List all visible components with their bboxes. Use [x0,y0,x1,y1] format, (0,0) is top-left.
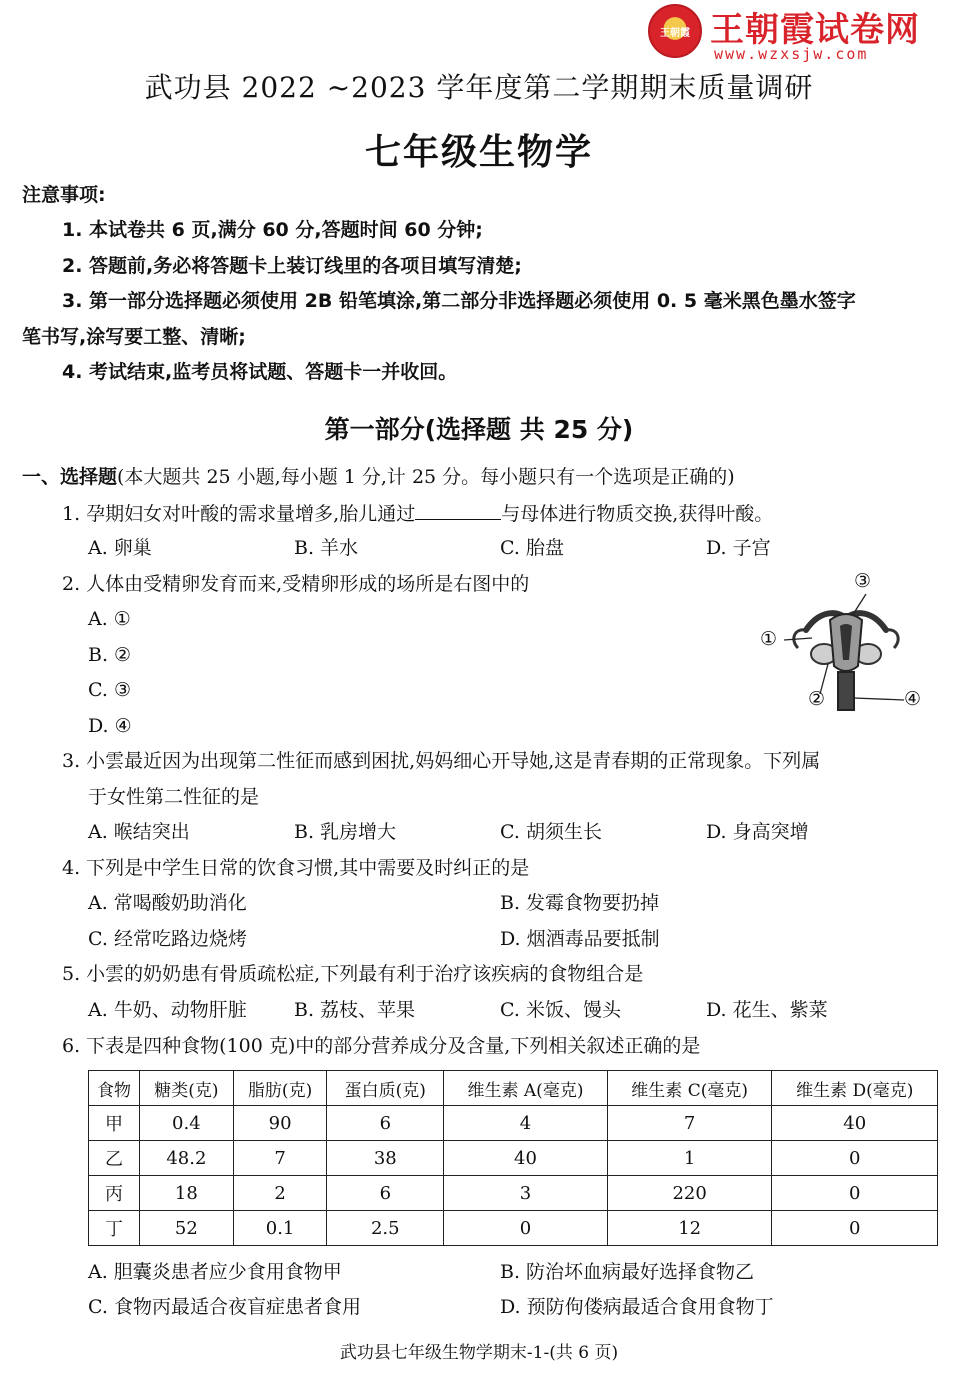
section-heading [22,465,735,489]
q2-option-b: B. ② [88,644,132,666]
q1-option-c: C. 胎盘 [500,537,564,559]
figure-label-4: ④ [904,688,922,710]
q1-stem-after: 与母体进行物质交换,获得叶酸。 [501,503,774,525]
q6-option-b: B. 防治坏血病最好选择食物乙 [500,1261,755,1283]
q1-option-a: A. 卵巢 [88,537,152,559]
table-row [89,1211,938,1246]
table-cell: 甲 [89,1106,140,1141]
notes-item: 笔书写,涂写要工整、清晰; [22,326,246,348]
table-cell: 40 [444,1141,608,1176]
question-4-stem: 4. 下列是中学生日常的饮食习惯,其中需要及时纠正的是 [62,857,530,879]
q4-option-c: C. 经常吃路边烧烤 [88,928,247,950]
figure-label-1: ① [760,628,778,650]
table-row [89,1141,938,1176]
logo-seal-text: 王朝霞 [660,28,690,39]
table-header-cell: 维生素 A(毫克) [444,1071,608,1106]
q3-option-b: B. 乳房增大 [294,821,397,843]
q1-stem-before: 1. 孕期妇女对叶酸的需求量增多,胎儿通过 [62,503,416,525]
table-cell: 6 [327,1106,444,1141]
q6-option-c: C. 食物丙最适合夜盲症患者食用 [88,1296,361,1318]
question-5-stem: 5. 小雲的奶奶患有骨质疏松症,下列最有利于治疗该疾病的食物组合是 [62,963,644,985]
logo-name: 王朝霞试卷网 [710,10,920,50]
exam-header-title: 武功县 2022 ~2023 学年度第二学期期末质量调研 [144,71,814,104]
q3-option-a: A. 喉结突出 [88,821,190,843]
section-label: 一、选择题 [22,466,118,488]
table-cell: 2 [233,1176,327,1211]
q6-option-d: D. 预防佝偻病最适合食用食物丁 [500,1296,774,1318]
notes-item: 1. 本试卷共 6 页,满分 60 分,答题时间 60 分钟; [62,219,483,241]
table-cell: 2.5 [327,1211,444,1246]
table-cell: 6 [327,1176,444,1211]
q2-option-a: A. ① [88,608,131,630]
question-1-stem [62,501,773,526]
table-cell: 12 [607,1211,772,1246]
table-cell: 0 [444,1211,608,1246]
q2-option-d: D. ④ [88,715,132,737]
table-cell: 38 [327,1141,444,1176]
question-3-stem-cont: 于女性第二性征的是 [88,786,260,808]
subject-title: 七年级生物学 [364,132,593,173]
table-cell: 0.1 [233,1211,327,1246]
figure-label-3: ③ [854,570,872,592]
table-row [89,1176,938,1211]
question-6-stem: 6. 下表是四种食物(100 克)中的部分营养成分及含量,下列相关叙述正确的是 [62,1035,701,1057]
logo-url: www.wzxsjw.com [714,45,869,63]
notes-item: 3. 第一部分选择题必须使用 2B 铅笔填涂,第二部分非选择题必须使用 0. 5 毫米黑色墨水签字 [62,290,856,312]
q5-option-d: D. 花生、紫菜 [706,999,828,1021]
figure-label-2: ② [808,688,826,710]
section-desc: (本大题共 25 小题,每小题 1 分,计 25 分。每小题只有一个选项是正确的) [117,466,735,488]
table-row [89,1106,938,1141]
q6-option-a: A. 胆囊炎患者应少食用食物甲 [88,1261,342,1283]
table-cell: 4 [444,1106,608,1141]
q2-option-c: C. ③ [88,679,131,701]
table-header-cell: 食物 [89,1071,140,1106]
table-cell: 0 [772,1141,938,1176]
table-cell: 1 [607,1141,772,1176]
table-cell: 7 [233,1141,327,1176]
q1-option-d: D. 子宫 [706,537,771,559]
q4-option-a: A. 常喝酸奶助消化 [88,892,247,914]
table-cell: 0 [772,1211,938,1246]
part-title: 第一部分(选择题 共 25 分) [324,415,634,444]
table-cell: 40 [772,1106,938,1141]
table-header-cell: 糖类(克) [140,1071,234,1106]
question-3-stem: 3. 小雲最近因为出现第二性征而感到困扰,妈妈细心开导她,这是青春期的正常现象。下列属 [62,750,821,772]
q1-option-b: B. 羊水 [294,537,359,559]
page-footer: 武功县七年级生物学期末-1-(共 6 页) [339,1343,619,1363]
table-cell: 90 [233,1106,327,1141]
table-cell: 18 [140,1176,234,1211]
notes-heading: 注意事项: [22,184,106,206]
table-cell: 7 [607,1106,772,1141]
table-cell: 3 [444,1176,608,1211]
table-header-cell: 维生素 C(毫克) [607,1071,772,1106]
logo-seal-icon [648,4,702,58]
table-cell: 0 [772,1176,938,1211]
q5-option-a: A. 牛奶、动物肝脏 [88,999,247,1021]
table-header-cell: 蛋白质(克) [327,1071,444,1106]
table-cell: 0.4 [140,1106,234,1141]
table-cell: 220 [607,1176,772,1211]
q4-option-d: D. 烟酒毒品要抵制 [500,928,660,950]
table-header-cell: 脂肪(克) [233,1071,327,1106]
q5-option-b: B. 荔枝、苹果 [294,999,416,1021]
nutrition-table [88,1070,938,1246]
table-cell: 52 [140,1211,234,1246]
table-header-cell: 维生素 D(毫克) [772,1071,938,1106]
q4-option-b: B. 发霉食物要扔掉 [500,892,660,914]
reproductive-system-figure [756,568,936,718]
table-cell: 乙 [89,1141,140,1176]
q3-option-d: D. 身高突增 [706,821,809,843]
q3-option-c: C. 胡须生长 [500,821,602,843]
site-logo [646,2,952,66]
answer-blank [415,501,501,520]
table-cell: 48.2 [140,1141,234,1176]
table-cell: 丁 [89,1211,140,1246]
table-cell: 丙 [89,1176,140,1211]
q5-option-c: C. 米饭、馒头 [500,999,621,1021]
notes-item: 2. 答题前,务必将答题卡上装订线里的各项目填写清楚; [62,255,522,277]
table-header-row [89,1071,938,1106]
question-2-stem: 2. 人体由受精卵发育而来,受精卵形成的场所是右图中的 [62,573,530,595]
notes-item: 4. 考试结束,监考员将试题、答题卡一并收回。 [62,361,458,383]
